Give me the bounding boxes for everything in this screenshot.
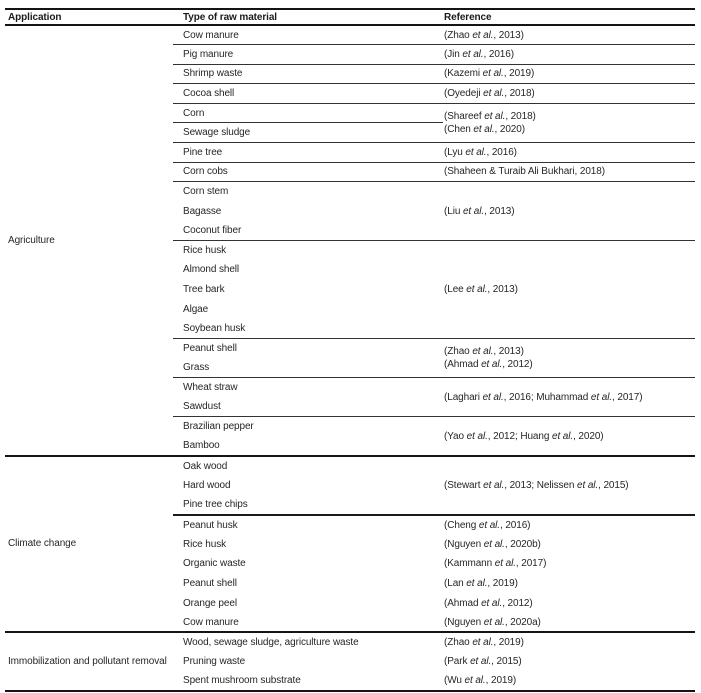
material-cell: Bagasse (183, 205, 222, 217)
material-cell: Organic waste (183, 558, 246, 570)
table-body (5, 25, 695, 691)
reference-text: (Wu et al., 2019) (444, 675, 517, 687)
material-cell: Corn (173, 103, 443, 123)
material-cell: Peanut shell (183, 577, 237, 589)
application-cell-climate-change: Climate change (5, 456, 173, 632)
material-cell: Cocoa shell (173, 84, 443, 104)
material-cell: Rice husk (183, 538, 227, 550)
reference-text: (Zhao et al., 2019) (444, 637, 524, 649)
reference-cell (443, 456, 695, 515)
reference-text: (Zhao et al., 2013) (444, 346, 524, 358)
reference-text: (Stewart et al., 2013; Nelissen et al., 2015) (444, 479, 629, 491)
reference-text: (Kazemi et al., 2019) (444, 68, 535, 80)
material-cell: Spent mushroom substrate (173, 672, 443, 692)
reference-cell (443, 143, 695, 163)
material-cell: Sewage sludge (173, 123, 443, 143)
document-page (0, 8, 701, 693)
reference-text: (Jin et al., 2016) (444, 48, 514, 60)
material-cell: Pig manure (173, 45, 443, 65)
reference-cell (443, 593, 695, 613)
reference-cell (443, 378, 695, 417)
reference-cell (443, 574, 695, 594)
reference-cell (443, 652, 695, 672)
material-cell: Pine tree (173, 143, 443, 163)
reference-text: (Cheng et al., 2016) (444, 519, 531, 531)
reference-cell (443, 417, 695, 456)
reference-cell (443, 162, 695, 182)
reference-cell (443, 613, 695, 633)
material-cell: Wood, sewage sludge, agriculture waste (183, 637, 359, 649)
application-cell-immobilization-and-pollutant-removal: Immobilization and pollutant removal (5, 632, 173, 691)
reference-cell (443, 554, 695, 574)
reference-text: (Chen et al., 2020) (444, 123, 525, 135)
reference-text: (Liu et al., 2013) (444, 205, 515, 217)
reference-text: (Park et al., 2015) (444, 656, 522, 668)
reference-text: (Oyedeji et al., 2018) (444, 88, 535, 100)
reference-cell (443, 84, 695, 104)
column-header-type-of-raw-material: Type of raw material (173, 9, 443, 25)
reference-cell (443, 45, 695, 65)
reference-cell (443, 515, 695, 535)
reference-cell (443, 632, 695, 652)
material-cell: Sawdust (173, 397, 443, 417)
material-cell: Almond shell (183, 264, 240, 276)
reference-cell (443, 182, 695, 241)
reference-cell (443, 241, 695, 339)
reference-cell (443, 672, 695, 692)
material-cell: Wheat straw (183, 382, 238, 394)
material-cell: Shrimp waste (173, 64, 443, 84)
material-cell: Soybean husk (173, 319, 443, 339)
reference-text: (Lyu et al., 2016) (444, 146, 517, 158)
reference-text: (Zhao et al., 2013) (444, 29, 524, 41)
reference-cell (443, 25, 695, 45)
material-cell: Brazilian pepper (183, 421, 254, 433)
material-cell: Coconut fiber (173, 221, 443, 241)
column-header-reference: Reference (443, 9, 695, 25)
material-cell: Rice husk (183, 245, 227, 257)
reference-cell (443, 64, 695, 84)
table-row (5, 25, 695, 45)
material-cell: Peanut shell (183, 343, 237, 355)
reference-text: (Lan et al., 2019) (444, 577, 518, 589)
material-cell: Grass (173, 358, 443, 378)
reference-text: (Nguyen et al., 2020b) (444, 538, 541, 550)
material-cell: Bamboo (173, 436, 443, 456)
reference-text: (Shareef et al., 2018) (444, 110, 536, 122)
reference-text: (Nguyen et al., 2020a) (444, 616, 541, 628)
material-cell: Corn stem (183, 186, 229, 198)
material-cell: Hard wood (183, 479, 231, 491)
reference-text: (Kammann et al., 2017) (444, 558, 547, 570)
reference-cell (443, 103, 695, 142)
application-cell-agriculture: Agriculture (5, 25, 173, 456)
material-cell: Algae (183, 303, 209, 315)
table-row (5, 632, 695, 652)
raw-materials-table (5, 8, 695, 692)
reference-cell (443, 534, 695, 554)
header-row (5, 9, 695, 25)
material-cell: Cow manure (173, 25, 443, 45)
material-cell: Peanut husk (183, 519, 238, 531)
reference-cell (443, 339, 695, 378)
material-cell: Pine tree chips (173, 495, 443, 515)
reference-text: (Laghari et al., 2016; Muhammad et al., 2017) (444, 391, 643, 403)
material-cell: Corn cobs (173, 162, 443, 182)
column-header-application: Application (5, 9, 173, 25)
material-cell: Cow manure (173, 613, 443, 633)
material-cell: Tree bark (183, 284, 225, 296)
material-cell: Pruning waste (183, 656, 246, 668)
reference-text: (Shaheen & Turaib Ali Bukhari, 2018) (444, 166, 605, 178)
reference-text: (Lee et al., 2013) (444, 284, 518, 296)
table-row (5, 456, 695, 476)
reference-text: (Ahmad et al., 2012) (444, 359, 533, 371)
reference-text: (Yao et al., 2012; Huang et al., 2020) (444, 430, 604, 442)
table-header (5, 9, 695, 25)
material-cell: Orange peel (183, 597, 237, 609)
reference-text: (Ahmad et al., 2012) (444, 597, 533, 609)
material-cell: Oak wood (183, 460, 228, 472)
